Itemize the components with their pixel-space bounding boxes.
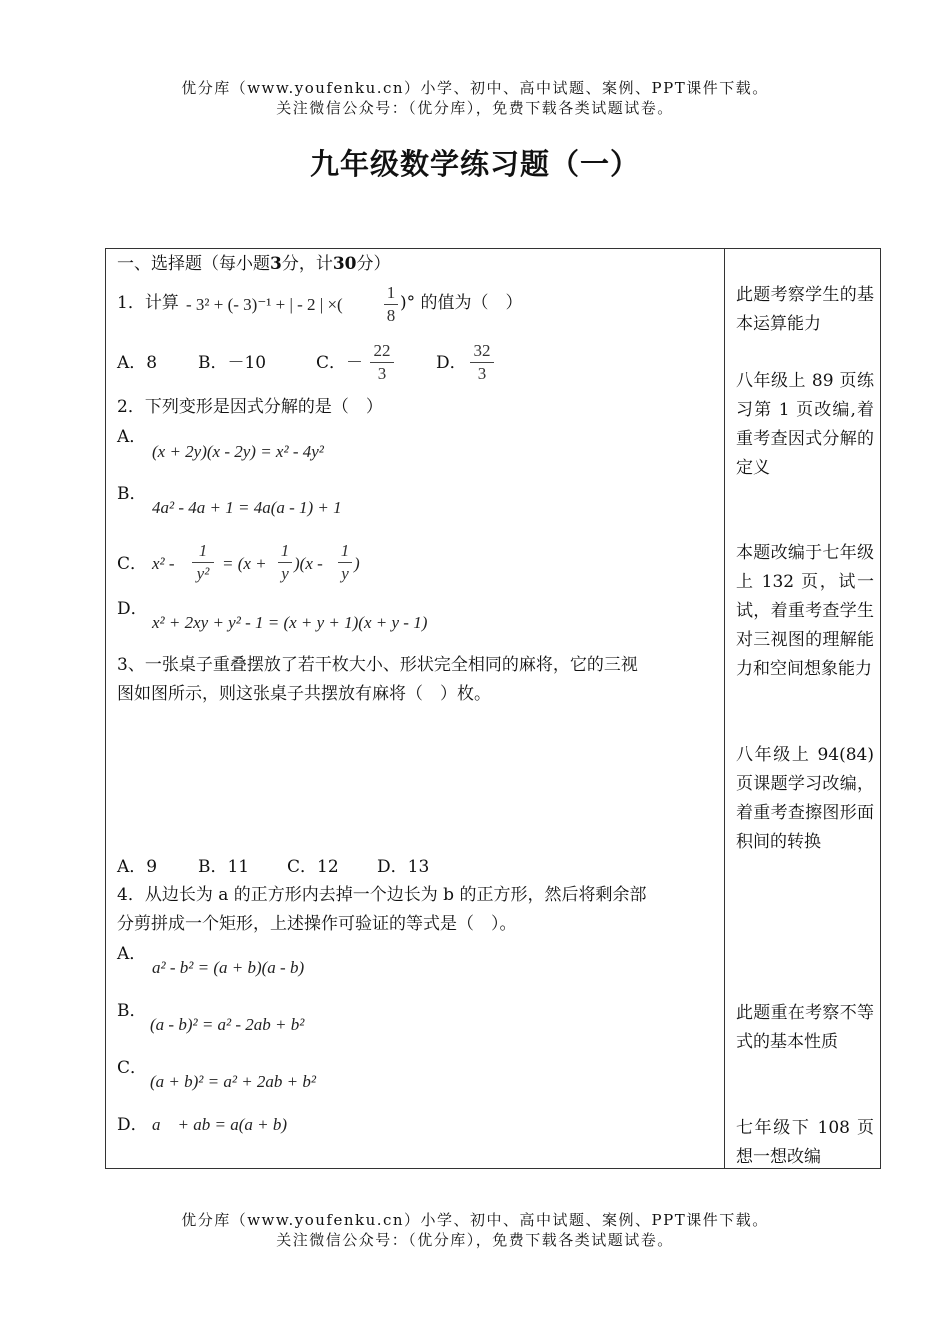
q1-option-a: A．8 [117,353,158,373]
q4-option-b-expr: (a - b)² = a² - 2ab + b² [150,1015,305,1034]
q4-stem-line-2: 分剪拼成一个矩形，上述操作可验证的等式是（ ）。 [117,914,517,934]
q1-option-b: B．－10 [198,353,267,373]
q4-option-a-expr: a² - b² = (a + b)(a - b) [152,958,305,977]
q2-option-d-expr: x² + 2xy + y² - 1 = (x + y + 1)(x + y - 1) [152,613,428,632]
q3-option-c: C．12 [287,857,339,877]
q1-option-d-fraction: 32 3 [470,342,494,383]
q2-option-c-mid2: )(x - [294,554,323,573]
note-q2: 八年级上 89 页练习第 1 页改编,着重考查因式分解的定义 [736,371,874,478]
note-q1: 此题考察学生的基本运算能力 [736,285,874,334]
q2-option-c-end: ) [354,554,360,573]
note-q6: 七年级下 108 页想一想改编 [736,1118,874,1167]
q3-stem-line-1: 3、一张桌子重叠摆放了若干枚大小、形状完全相同的麻将，它的三视 [117,655,638,675]
q2-option-d-label: D． [117,599,148,619]
q2-option-c-label: C． [117,554,148,574]
q2-option-a-label: A． [117,427,147,447]
q2-option-c-x: x² - [152,554,175,573]
q4-option-d-expr: a + ab = a(a + b) [152,1115,287,1134]
note-q4: 八年级上 94(84)页课题学习改编，着重考查擦图形面积间的转换 [736,745,874,852]
q2-option-c-frac-3: 1 y [338,542,352,583]
q4-stem-line-1: 4．从边长为 a 的正方形内去掉一个边长为 b 的正方形，然后将剩余部 [117,885,647,905]
q2-option-c-mid: = (x + [222,554,267,573]
section-heading: 一、选择题（每小题3分，计30分） [117,254,391,274]
q1-option-c-label: C．－ [316,353,364,373]
column-divider [724,248,725,1169]
q2-option-c-frac-1: 1 y² [192,542,214,583]
q1-number: 1．计算 [117,293,179,313]
footer-line-2: 关注微信公众号：（优分库），免费下载各类试题试卷。 [276,1231,674,1249]
q1-option-d-label: D． [436,353,467,373]
note-q5: 此题重在考察不等式的基本性质 [736,1003,874,1052]
q4-option-b-label: B． [117,1001,147,1021]
q2-stem: 2．下列变形是因式分解的是（ ） [117,397,383,417]
q4-option-c-expr: (a + b)² = a² + 2ab + b² [150,1072,316,1091]
footer-line-1: 优分库（www.youfenku.cn）小学、初中、高中试题、案例、PPT课件下载。 [181,1211,769,1229]
q2-option-c-frac-2: 1 y [278,542,292,583]
q4-option-c-label: C． [117,1058,148,1078]
q1-option-c-fraction: 22 3 [370,342,394,383]
q4-option-a-label: A． [117,944,147,964]
q1-fraction: 1 8 [384,284,398,325]
header-line-2: 关注微信公众号：（优分库），免费下载各类试题试卷。 [276,99,674,117]
q1-expression: - 3² + (- 3)⁻¹ + | - 2 | ×( [186,295,343,314]
note-q3: 本题改编于七年级上 132 页，试一试，着重考查学生对三视图的理解能力和空间想象能力 [736,543,874,679]
q2-option-a-expr: (x + 2y)(x - 2y) = x² - 4y² [152,442,324,461]
q3-option-b: B．11 [198,857,250,877]
q1-expression-end: )° 的值为（ ） [400,293,523,313]
q2-option-b-expr: 4a² - 4a + 1 = 4a(a - 1) + 1 [152,498,342,517]
q4-option-d-label: D． [117,1115,148,1135]
q3-stem-line-2: 图如图所示，则这张桌子共摆放有麻将（ ）枚。 [117,684,491,704]
q3-option-a: A．9 [117,857,158,877]
header-line-1: 优分库（www.youfenku.cn）小学、初中、高中试题、案例、PPT课件下载。 [181,79,769,97]
q3-option-d: D．13 [377,857,430,877]
page-title: 九年级数学练习题（一） [309,147,640,181]
q2-option-b-label: B． [117,484,147,504]
